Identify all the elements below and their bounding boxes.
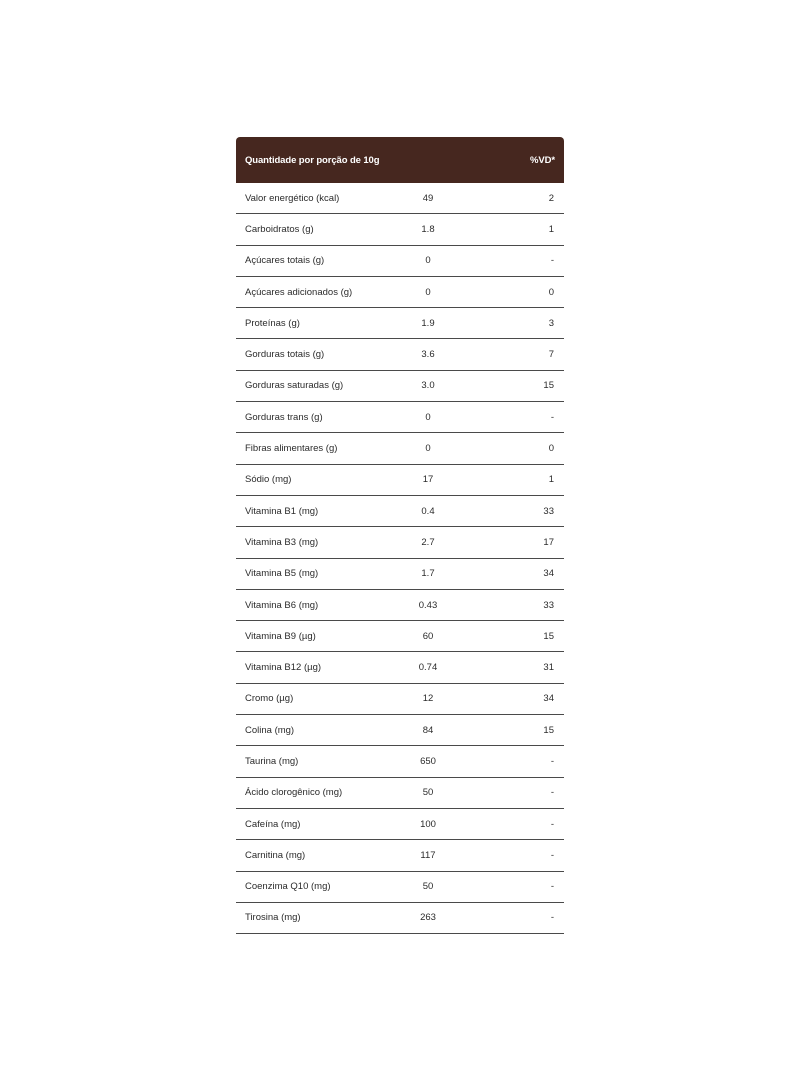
table-row (236, 277, 564, 308)
table-header (236, 137, 564, 183)
nutrition-facts-table (236, 137, 564, 934)
table-row (236, 308, 564, 339)
nutrient-amount: 50 (422, 787, 434, 799)
nutrient-name: Vitamina B1 (mg) (245, 505, 319, 517)
table-row (236, 809, 564, 840)
nutrient-name: Vitamina B5 (mg) (245, 568, 319, 580)
table-row (236, 903, 564, 934)
table-row (236, 559, 564, 590)
nutrient-daily-value: 15 (543, 630, 554, 642)
table-row (236, 746, 564, 777)
nutrient-daily-value: - (550, 787, 554, 799)
table-row (236, 339, 564, 370)
table-body (236, 183, 564, 934)
nutrient-amount: 12 (422, 693, 434, 705)
nutrient-daily-value: 34 (543, 568, 554, 580)
nutrient-name: Colina (mg) (245, 724, 295, 736)
nutrient-amount: 3.0 (421, 380, 435, 392)
nutrient-name: Gorduras trans (g) (245, 411, 323, 423)
nutrient-amount: 0 (425, 286, 431, 298)
nutrient-amount: 2.7 (421, 536, 435, 548)
table-row (236, 183, 564, 214)
nutrient-amount: 0.74 (418, 662, 438, 674)
table-row (236, 684, 564, 715)
nutrient-name: Carnitina (mg) (245, 849, 306, 861)
nutrient-daily-value: 33 (543, 505, 554, 517)
nutrient-daily-value: - (550, 818, 554, 830)
nutrient-daily-value: 7 (548, 349, 554, 361)
nutrient-amount: 17 (422, 474, 434, 486)
nutrient-name: Tirosina (mg) (245, 912, 301, 924)
nutrient-daily-value: 31 (543, 662, 554, 674)
nutrient-amount: 0.43 (418, 599, 438, 611)
nutrient-name: Vitamina B12 (µg) (245, 662, 322, 674)
nutrient-daily-value: 1 (548, 474, 554, 486)
nutrient-amount: 1.7 (421, 568, 435, 580)
nutrient-daily-value: - (550, 849, 554, 861)
table-row (236, 872, 564, 903)
nutrient-amount: 0 (425, 411, 431, 423)
nutrient-name: Sódio (mg) (245, 474, 292, 486)
nutrient-daily-value: 0 (548, 286, 554, 298)
nutrient-name: Gorduras totais (g) (245, 349, 325, 361)
nutrient-name: Açúcares adicionados (g) (245, 286, 353, 298)
nutrient-name: Gorduras saturadas (g) (245, 380, 344, 392)
nutrient-daily-value: - (550, 881, 554, 893)
nutrient-daily-value: 0 (548, 443, 554, 455)
nutrient-amount: 0.4 (421, 505, 435, 517)
nutrient-daily-value: 2 (548, 192, 554, 204)
nutrient-amount: 650 (420, 755, 436, 767)
nutrient-amount: 60 (422, 630, 434, 642)
table-row (236, 778, 564, 809)
nutrient-daily-value: 17 (543, 536, 554, 548)
nutrient-amount: 84 (422, 724, 434, 736)
nutrient-amount: 49 (422, 192, 434, 204)
nutrient-daily-value: - (550, 912, 554, 924)
table-row (236, 433, 564, 464)
table-row (236, 527, 564, 558)
nutrient-amount: 0 (425, 443, 431, 455)
nutrient-name: Cromo (µg) (245, 693, 294, 705)
nutrient-amount: 1.9 (421, 317, 435, 329)
nutrient-name: Cafeína (mg) (245, 818, 301, 830)
nutrient-name: Vitamina B9 (µg) (245, 630, 316, 642)
table-row (236, 371, 564, 402)
nutrient-daily-value: 3 (548, 317, 554, 329)
nutrient-name: Açúcares totais (g) (245, 255, 325, 267)
nutrient-amount: 0 (425, 255, 431, 267)
nutrient-amount: 117 (420, 849, 436, 861)
table-row (236, 840, 564, 871)
nutrient-daily-value: - (550, 755, 554, 767)
table-row (236, 496, 564, 527)
nutrient-name: Ácido clorogênico (mg) (245, 787, 343, 799)
nutrient-amount: 3.6 (421, 349, 435, 361)
nutrient-name: Taurina (mg) (245, 755, 299, 767)
nutrient-amount: 100 (420, 818, 436, 830)
table-row (236, 652, 564, 683)
table-row (236, 621, 564, 652)
nutrient-daily-value: - (550, 411, 554, 423)
nutrient-daily-value: 15 (543, 380, 554, 392)
nutrient-daily-value: 33 (543, 599, 554, 611)
nutrient-amount: 50 (422, 881, 434, 893)
nutrient-name: Fibras alimentares (g) (245, 443, 338, 455)
nutrient-daily-value: 15 (543, 724, 554, 736)
nutrient-amount: 263 (420, 912, 436, 924)
nutrient-amount: 1.8 (421, 223, 435, 235)
table-row (236, 590, 564, 621)
nutrient-name: Vitamina B6 (mg) (245, 599, 319, 611)
nutrient-daily-value: 1 (548, 223, 554, 235)
table-row (236, 214, 564, 245)
nutrient-daily-value: - (550, 255, 554, 267)
nutrient-name: Coenzima Q10 (mg) (245, 881, 331, 893)
nutrient-name: Vitamina B3 (mg) (245, 536, 319, 548)
vd-header: %VD* (530, 154, 555, 166)
table-row (236, 465, 564, 496)
portion-header: Quantidade por porção de 10g (245, 154, 380, 166)
nutrient-daily-value: 34 (543, 693, 554, 705)
table-row (236, 402, 564, 433)
nutrient-name: Valor energético (kcal) (245, 192, 340, 204)
table-row (236, 715, 564, 746)
table-row (236, 246, 564, 277)
nutrient-name: Proteínas (g) (245, 317, 300, 329)
nutrient-name: Carboidratos (g) (245, 223, 314, 235)
